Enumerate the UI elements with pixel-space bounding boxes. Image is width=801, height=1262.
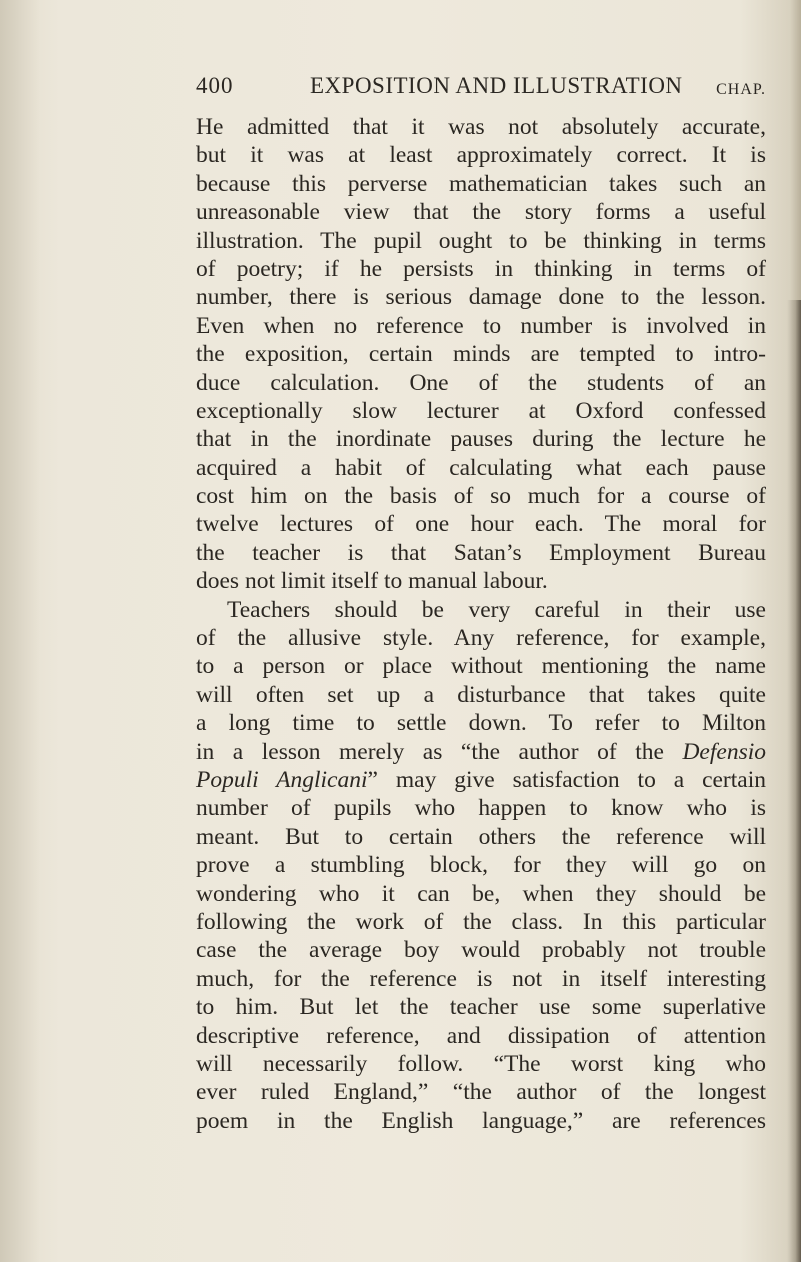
text-line: because this perverse mathematician takes such an: [196, 170, 766, 197]
text-line: a long time to settle down. To refer to Milton: [196, 710, 766, 737]
text-line: of poetry; if he persists in thinking in terms of: [196, 255, 766, 282]
text-line: poem in the English language,” are references: [196, 1107, 766, 1134]
text-line: duce calculation. One of the students of an: [196, 369, 766, 396]
chapter-abbreviation: CHAP.: [716, 81, 766, 98]
italic-title: Populi Anglicani: [196, 766, 368, 793]
text-line-italic-title: [196, 766, 766, 794]
paragraph-first-line: Teachers should be very careful in their use: [227, 596, 766, 623]
text-run: ” may give satisfaction to a certain: [367, 766, 766, 793]
text-line: unreasonable view that the story forms a useful: [196, 199, 766, 226]
text-line: the exposition, certain minds are tempted to intro-: [196, 341, 766, 368]
text-line: the teacher is that Satan’s Employment Bureau: [196, 539, 766, 566]
text-line: to a person or place without mentioning the name: [196, 653, 766, 680]
body-text: [196, 113, 766, 1135]
text-line-italic-title: [196, 738, 766, 766]
text-line: ever ruled England,” “the author of the longest: [196, 1079, 766, 1106]
running-head: [196, 73, 766, 107]
text-line: descriptive reference, and dissipation of attention: [196, 1022, 766, 1049]
text-line: of the allusive style. Any reference, for example,: [196, 625, 766, 652]
running-title: EXPOSITION AND ILLUSTRATION: [310, 73, 683, 98]
text-line: will necessarily follow. “The worst king who: [196, 1050, 766, 1077]
text-line: much, for the reference is not in itself interesting: [196, 965, 766, 992]
text-line: wondering who it can be, when they should be: [196, 880, 766, 907]
text-line: to him. But let the teacher use some superlative: [196, 994, 766, 1021]
text-line: illustration. The pupil ought to be thinking in terms: [196, 227, 766, 254]
text-line: number of pupils who happen to know who is: [196, 795, 766, 822]
text-line: acquired a habit of calculating what each pause: [196, 454, 766, 481]
text-line: case the average boy would probably not trouble: [196, 937, 766, 964]
text-line: Even when no reference to number is involved in: [196, 312, 766, 339]
page-gutter-shadow: [0, 0, 40, 1262]
text-line: He admitted that it was not absolutely accurate,: [196, 114, 766, 140]
text-line: following the work of the class. In this particular: [196, 908, 766, 935]
italic-title: Defensio: [682, 738, 766, 765]
text-line: will often set up a disturbance that takes quite: [196, 681, 766, 708]
text-line: prove a stumbling block, for they will go on: [196, 852, 766, 879]
text-line: exceptionally slow lecturer at Oxford confessed: [196, 397, 766, 424]
text-line: number, there is serious damage done to the lesson.: [196, 284, 766, 311]
page-number: 400: [196, 73, 234, 98]
paragraph-last-line: does not limit itself to manual labour.: [196, 568, 548, 595]
page-edge-shadow: [787, 300, 801, 1262]
text-run: in a lesson merely as “the author of the: [196, 738, 683, 765]
text-line: that in the inordinate pauses during the lecture he: [196, 426, 766, 453]
text-line: cost him on the basis of so much for a course of: [196, 483, 766, 510]
text-line: but it was at least approximately correct. It is: [196, 142, 766, 169]
text-line: meant. But to certain others the reference will: [196, 823, 766, 850]
text-line: twelve lectures of one hour each. The moral for: [196, 511, 766, 538]
